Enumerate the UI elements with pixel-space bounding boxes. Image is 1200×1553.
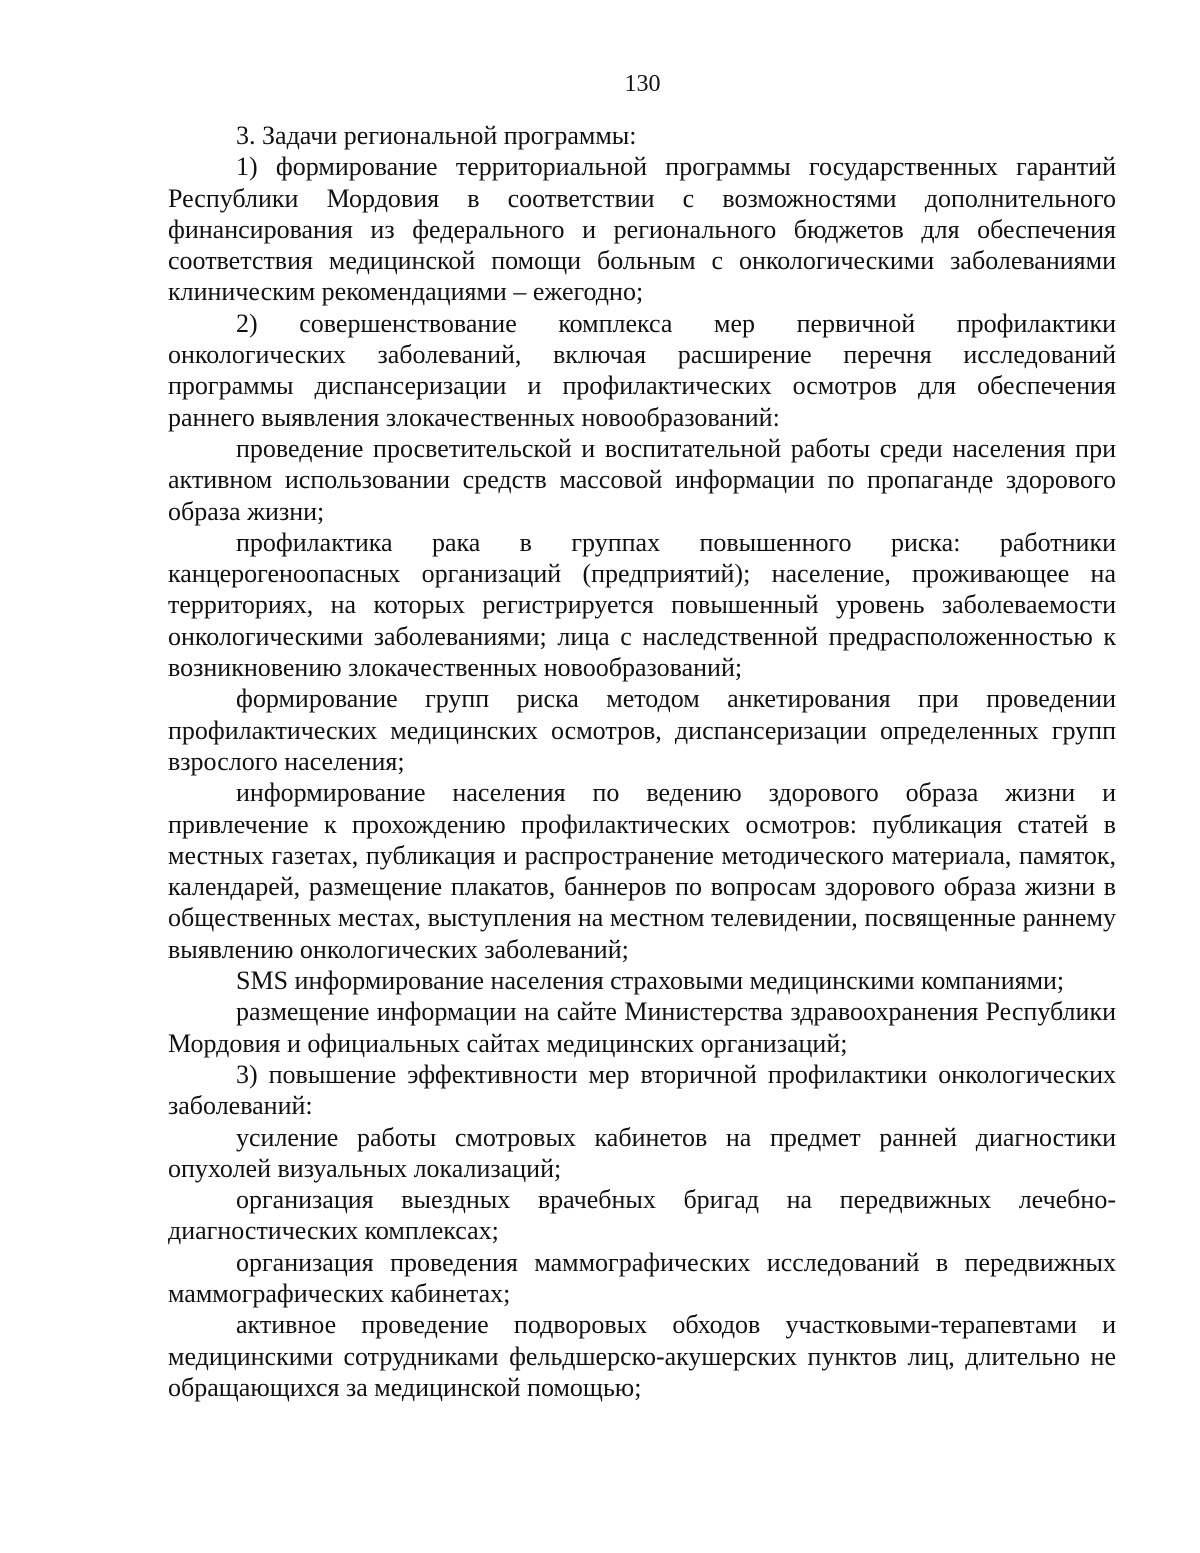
paragraph-mammography: организация проведения маммографических исследований в передвижных маммографических кабинетах; xyxy=(168,1247,1116,1308)
paragraph-education-work: проведение просветительской и воспитательной работы среди населения при активном использовании средств массовой информации по пропаганде здорового образа жизни; xyxy=(168,433,1116,526)
paragraph-website-information: размещение информации на сайте Министерства здравоохранения Республики Мордовия и официальных сайтах медицинских организаций; xyxy=(168,997,1116,1058)
page-number: 130 xyxy=(624,71,661,97)
paragraph-risk-groups-prevention: профилактика рака в группах повышенного риска: работники канцерогеноопасных организаций (предприятий); население, проживающее на территориях, на которых регистрируется повышенный уровень заболеваемости онкологическими заболеваниями; лица с наследственной предрасположенностью к возникновению злокачественных новообразований; xyxy=(168,527,1116,683)
paragraph-mobile-teams: организация выездных врачебных бригад на передвижных лечебно-диагностических комплексах; xyxy=(168,1185,1116,1246)
paragraph-exam-rooms: усиление работы смотровых кабинетов на предмет ранней диагностики опухолей визуальных локализаций; xyxy=(168,1122,1116,1183)
paragraph-task-3: 3) повышение эффективности мер вторичной профилактики онкологических заболеваний: xyxy=(168,1059,1116,1121)
paragraph-household-visits: активное проведение подворовых обходов участковыми-терапевтами и медицинскими сотрудниками фельдшерско-акушерских пунктов лиц, длительно не обращающихся за медицинской помощью; xyxy=(168,1310,1116,1402)
paragraph-risk-group-survey: формирование групп риска методом анкетирования при проведении профилактических медицинских осмотров, диспансеризации определенных групп взрослого населения; xyxy=(168,684,1116,776)
paragraph-task-2: 2) совершенствование комплекса мер первичной профилактики онкологических заболеваний, включая расширение перечня исследований программы диспансеризации и профилактических осмотров для обеспечения раннего выявления злокачественных новообразований: xyxy=(168,308,1116,432)
paragraph-section-heading: 3. Задачи региональной программы: xyxy=(236,121,637,150)
paragraph-task-1: 1) формирование территориальной программы государственных гарантий Республики Мордовия в соответствии с возможностями дополнительного финансирования из федерального и регионального бюджетов для обеспечения соответствия медицинской помощи больным с онкологическими заболеваниями клиническим рекомендациями – ежегодно; xyxy=(168,152,1116,307)
paragraph-sms-informing: SMS информирование населения страховыми медицинскими компаниями; xyxy=(236,966,1065,996)
document-body xyxy=(168,120,1116,1403)
paragraph-public-informing: информирование населения по ведению здорового образа жизни и привлечение к прохождению профилактических осмотров: публикация статей в местных газетах, публикация и распространение методического материала, памяток, календарей, размещение плакатов, баннеров по вопросам здорового образа жизни в общественных местах, выступления на местном телевидении, посвященные раннему выявлению онкологических заболеваний; xyxy=(168,778,1116,964)
